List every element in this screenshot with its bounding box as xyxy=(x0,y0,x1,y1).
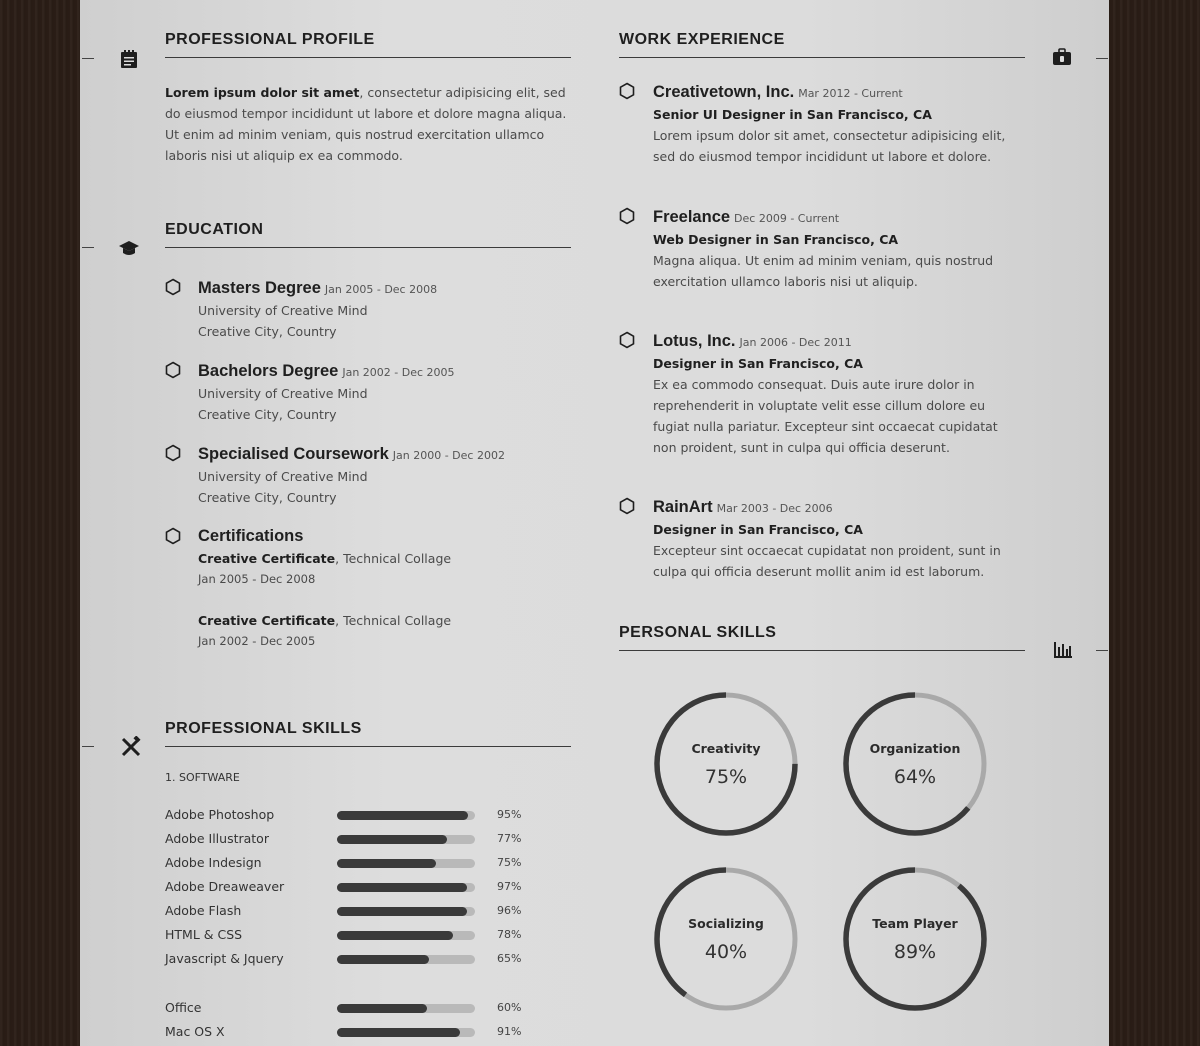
tools-icon xyxy=(120,736,142,758)
certificate-name: Creative Certificate xyxy=(198,551,336,566)
profile-title: PROFESSIONAL PROFILE xyxy=(165,31,375,48)
skill-ring xyxy=(840,689,990,839)
certificate-dates: Jan 2005 - Dec 2008 xyxy=(198,572,316,586)
education-divider xyxy=(165,247,571,248)
certificate-org: , Technical Collage xyxy=(335,551,452,566)
skill-bar-fill xyxy=(337,907,467,916)
skill-percent: 96% xyxy=(497,904,522,917)
divider-tick xyxy=(82,58,94,59)
degree-school: University of Creative Mind xyxy=(198,386,368,401)
skill-bar-fill xyxy=(337,1028,460,1037)
skill-bar xyxy=(337,811,475,820)
divider-tick xyxy=(82,746,94,747)
work-item xyxy=(653,496,1023,582)
profile-body: , consectetur adipisicing elit, sed do eiusmod tempor incididunt ut labore et dolore magna aliqua. Ut enim ad minim veniam, quis nostrud exercitation ullamco laboris nisi ut aliquip ex ea commodo. xyxy=(165,85,567,163)
skill-percent: 78% xyxy=(497,928,522,941)
certification-item xyxy=(198,610,451,652)
degree-title: Specialised Coursework xyxy=(198,445,389,463)
divider-tick xyxy=(1096,650,1108,651)
degree-school: University of Creative Mind xyxy=(198,469,368,484)
skill-name: Adobe Dreaweaver xyxy=(165,879,285,894)
work-description: Excepteur sint occaecat cupidatat non proident, sunt in culpa qui officia deserunt mollit anim id est laborum. xyxy=(653,543,1001,579)
skill-ring xyxy=(840,864,990,1014)
company-name: Creativetown, Inc. xyxy=(653,83,795,101)
skill-bar-fill xyxy=(337,883,467,892)
profile-text xyxy=(165,82,575,166)
company-name: Lotus, Inc. xyxy=(653,332,736,350)
pro-skills-title: PROFESSIONAL SKILLS xyxy=(165,720,362,737)
skill-name: Mac OS X xyxy=(165,1024,225,1039)
skill-name: Adobe Photoshop xyxy=(165,807,275,822)
skill-name: Adobe Flash xyxy=(165,903,242,918)
certificate-name: Creative Certificate xyxy=(198,613,336,628)
personal-skill-percent: 40% xyxy=(704,941,748,963)
work-dates: Mar 2003 - Dec 2006 xyxy=(716,502,833,515)
software-subtitle: 1. SOFTWARE xyxy=(165,771,240,784)
certificate-dates: Jan 2002 - Dec 2005 xyxy=(198,634,316,648)
degree-title: Bachelors Degree xyxy=(198,362,339,380)
work-description: Ex ea commodo consequat. Duis aute irure dolor in reprehenderit in voluptate velit esse cillum dolore eu fugiat nulla pariatur. Excepteur sint occaecat cupidatat non proident, sunt in culpa qui officia deserunt. xyxy=(653,377,998,455)
work-role: Designer in San Francisco, CA xyxy=(653,522,863,537)
personal-skill-percent: 75% xyxy=(704,766,748,788)
divider-tick xyxy=(82,247,94,248)
skill-bar xyxy=(337,931,475,940)
work-description: Magna aliqua. Ut enim ad minim veniam, quis nostrud exercitation ullamco laboris nisi ut aliquip. xyxy=(653,253,994,289)
work-description: Lorem ipsum dolor sit amet, consectetur adipisicing elit, sed do eiusmod tempor incididunt ut labore et dolore. xyxy=(653,128,1006,164)
degree-school: University of Creative Mind xyxy=(198,303,368,318)
personal-skill-percent: 64% xyxy=(893,766,937,788)
personal-skill-name: Team Player xyxy=(872,916,958,931)
hexagon-bullet-icon xyxy=(618,331,636,349)
skill-ring xyxy=(651,864,801,1014)
personal-skills-title: PERSONAL SKILLS xyxy=(619,624,777,641)
certifications-title: Certifications xyxy=(198,527,304,545)
degree-dates: Jan 2005 - Dec 2008 xyxy=(324,283,438,296)
personal-skill-percent: 89% xyxy=(893,941,937,963)
skill-bar xyxy=(337,859,475,868)
profile-lead: Lorem ipsum dolor sit amet xyxy=(165,85,360,100)
bar-chart-icon xyxy=(1052,639,1074,661)
skill-ring-fill xyxy=(846,870,984,1008)
work-role: Designer in San Francisco, CA xyxy=(653,356,863,371)
skill-percent: 65% xyxy=(497,952,522,965)
work-dates: Jan 2006 - Dec 2011 xyxy=(739,336,852,349)
education-item xyxy=(198,360,455,425)
work-item xyxy=(653,330,1023,458)
company-name: RainArt xyxy=(653,498,713,516)
hexagon-bullet-icon xyxy=(164,361,182,379)
degree-dates: Jan 2002 - Dec 2005 xyxy=(342,366,455,379)
briefcase-icon xyxy=(1051,46,1073,68)
certificate-org: , Technical Collage xyxy=(335,613,452,628)
education-title: EDUCATION xyxy=(165,221,264,238)
company-name: Freelance xyxy=(653,208,731,226)
hexagon-bullet-icon xyxy=(164,444,182,462)
personal-skill-name: Organization xyxy=(869,741,961,756)
degree-place: Creative City, Country xyxy=(198,407,337,422)
work-dates: Mar 2012 - Current xyxy=(798,87,903,100)
skill-bar xyxy=(337,835,475,844)
skill-bar-fill xyxy=(337,835,447,844)
skill-bar xyxy=(337,955,475,964)
skill-percent: 97% xyxy=(497,880,522,893)
degree-place: Creative City, Country xyxy=(198,490,337,505)
hexagon-bullet-icon xyxy=(164,278,182,296)
personal-skills-divider xyxy=(619,650,1025,651)
education-item xyxy=(198,443,505,508)
hexagon-bullet-icon xyxy=(618,497,636,515)
pro-skills-divider xyxy=(165,746,571,747)
hexagon-bullet-icon xyxy=(618,207,636,225)
skill-percent: 91% xyxy=(497,1025,522,1038)
skill-bar-fill xyxy=(337,811,468,820)
skill-percent: 95% xyxy=(497,808,522,821)
clipboard-icon xyxy=(118,48,140,70)
hexagon-bullet-icon xyxy=(164,527,182,545)
work-role: Web Designer in San Francisco, CA xyxy=(653,232,899,247)
skill-bar xyxy=(337,1004,475,1013)
degree-dates: Jan 2000 - Dec 2002 xyxy=(392,449,505,462)
work-dates: Dec 2009 - Current xyxy=(734,212,840,225)
work-title: WORK EXPERIENCE xyxy=(619,31,785,48)
skill-name: Javascript & Jquery xyxy=(165,951,284,966)
skill-name: HTML & CSS xyxy=(165,927,243,942)
skill-percent: 77% xyxy=(497,832,522,845)
graduation-cap-icon xyxy=(118,237,140,259)
degree-title: Masters Degree xyxy=(198,279,321,297)
profile-divider xyxy=(165,57,571,58)
work-role: Senior UI Designer in San Francisco, CA xyxy=(653,107,932,122)
personal-skill-name: Socializing xyxy=(688,916,764,931)
divider-tick xyxy=(1096,58,1108,59)
work-item xyxy=(653,206,1023,292)
education-item xyxy=(198,277,437,342)
skill-bar-fill xyxy=(337,955,429,964)
skill-name: Adobe Illustrator xyxy=(165,831,269,846)
skill-bar xyxy=(337,1028,475,1037)
skill-bar-fill xyxy=(337,859,436,868)
work-divider xyxy=(619,57,1025,58)
skill-bar xyxy=(337,883,475,892)
skill-percent: 75% xyxy=(497,856,522,869)
hexagon-bullet-icon xyxy=(618,82,636,100)
skill-bar-fill xyxy=(337,931,453,940)
skill-percent: 60% xyxy=(497,1001,522,1014)
skill-name: Office xyxy=(165,1000,202,1015)
certification-item xyxy=(198,548,451,590)
skill-ring xyxy=(651,689,801,839)
skill-name: Adobe Indesign xyxy=(165,855,262,870)
work-item xyxy=(653,81,1023,167)
personal-skill-name: Creativity xyxy=(691,741,761,756)
degree-place: Creative City, Country xyxy=(198,324,337,339)
skill-bar xyxy=(337,907,475,916)
skill-bar-fill xyxy=(337,1004,427,1013)
